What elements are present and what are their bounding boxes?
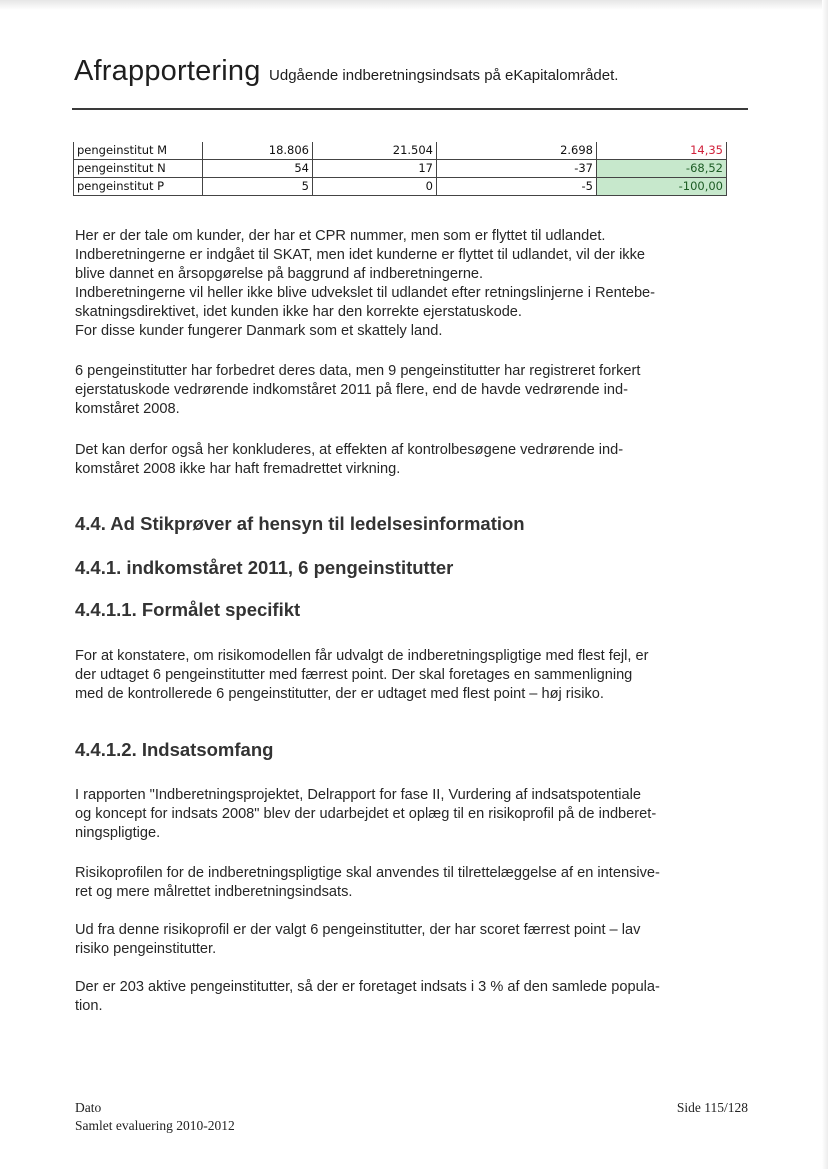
header-divider bbox=[72, 108, 748, 110]
paragraph-formaal bbox=[75, 647, 755, 704]
value-2011: 0 bbox=[313, 178, 437, 196]
text-line: ejerstatuskode vedrørende indkomståret 2011 på flere, end de havde vedrørende ind- bbox=[75, 382, 629, 398]
page-title: Afrapportering bbox=[74, 55, 261, 87]
table-row bbox=[74, 178, 727, 196]
table-row bbox=[74, 160, 727, 178]
value-2008: 5 bbox=[203, 178, 313, 196]
text-line: For at konstatere, om risikomodellen får udvalgt de indberetningspligtige med flest fejl, er bbox=[75, 648, 649, 664]
value-percent: -100,00 bbox=[597, 178, 727, 196]
value-difference: -5 bbox=[437, 178, 597, 196]
value-2011: 21.504 bbox=[313, 142, 437, 160]
text-line: ningspligtige. bbox=[75, 825, 161, 841]
text-line: skatningsdirektivet, idet kunden ikke har den korrekte ejerstatuskode. bbox=[75, 304, 522, 320]
text-line: Indberetningerne er indgået til SKAT, men idet kunderne er flyttet til udlandet, vil der ikke bbox=[75, 247, 646, 263]
text-line: blive dannet en årsopgørelse på baggrund af indberetningerne. bbox=[75, 266, 484, 282]
text-line: med de kontrollerede 6 pengeinstitutter, der er udtaget med flest point – høj risiko. bbox=[75, 686, 604, 702]
text-line: For disse kunder fungerer Danmark som et skattely land. bbox=[75, 323, 443, 339]
value-2011: 17 bbox=[313, 160, 437, 178]
text-line: Her er der tale om kunder, der har et CPR nummer, men som er flyttet til udlandet. bbox=[75, 228, 606, 244]
institution-name: pengeinstitut M bbox=[74, 142, 203, 160]
page-top-shadow bbox=[0, 0, 828, 10]
text-line: der udtaget 6 pengeinstitutter med færrest point. Der skal foretages en sammenligning bbox=[75, 667, 633, 683]
text-line: risiko pengeinstitutter. bbox=[75, 941, 217, 957]
text-line: Risikoprofilen for de indberetningspligtige skal anvendes til tilrettelæggelse af en intensive- bbox=[75, 865, 660, 881]
page-header bbox=[74, 55, 754, 88]
text-line: I rapporten "Indberetningsprojektet, Delrapport for fase II, Vurdering af indsatspotentiale bbox=[75, 787, 642, 803]
text-line: 6 pengeinstitutter har forbedret deres data, men 9 pengeinstitutter har registreret forkert bbox=[75, 363, 641, 379]
institution-name: pengeinstitut P bbox=[74, 178, 203, 196]
text-line: Indberetningerne vil heller ikke blive udvekslet til udlandet efter retningslinjerne i Rentebe- bbox=[75, 285, 656, 301]
footer-left bbox=[75, 1099, 235, 1135]
heading-4-4-1: 4.4.1. indkomståret 2011, 6 pengeinstitutter bbox=[75, 557, 454, 578]
institution-name: pengeinstitut N bbox=[74, 160, 203, 178]
heading-4-4-1-1: 4.4.1.1. Formålet specifikt bbox=[75, 599, 301, 620]
text-line: Ud fra denne risikoprofil er der valgt 6 pengeinstitutter, der har scoret færrest point – lav bbox=[75, 922, 641, 938]
table-row bbox=[74, 142, 727, 160]
paragraph-forbedret-data bbox=[75, 362, 755, 419]
paragraph-konklusion bbox=[75, 441, 755, 479]
heading-4-4-1-2: 4.4.1.2. Indsatsomfang bbox=[75, 739, 274, 760]
value-percent: -68,52 bbox=[597, 160, 727, 178]
page-number: Side 115/128 bbox=[676, 1100, 748, 1115]
paragraph-udvalg bbox=[75, 921, 755, 959]
paragraph-population bbox=[75, 978, 755, 1016]
value-2008: 54 bbox=[203, 160, 313, 178]
text-line: komståret 2008 ikke har haft fremadrettet virkning. bbox=[75, 461, 401, 477]
paragraph-rapporten bbox=[75, 786, 755, 843]
value-percent: 14,35 bbox=[597, 142, 727, 160]
text-line: Det kan derfor også her konkluderes, at effekten af kontrolbesøgene vedrørende ind- bbox=[75, 442, 624, 458]
text-line: Der er 203 aktive pengeinstitutter, så der er foretaget indsats i 3 % af den samlede popula- bbox=[75, 979, 660, 995]
page-right-shadow bbox=[822, 0, 828, 1169]
value-2008: 18.806 bbox=[203, 142, 313, 160]
footer-document-name: Samlet evaluering 2010-2012 bbox=[75, 1118, 235, 1133]
text-line: tion. bbox=[75, 998, 103, 1014]
footer-date-label: Dato bbox=[75, 1100, 102, 1115]
text-line: komståret 2008. bbox=[75, 401, 180, 417]
value-difference: -37 bbox=[437, 160, 597, 178]
page-subtitle: Udgående indberetningsindsats på eKapitalområdet. bbox=[269, 67, 619, 84]
value-difference: 2.698 bbox=[437, 142, 597, 160]
results-table bbox=[73, 142, 727, 196]
text-line: og koncept for indsats 2008" blev der udarbejdet et oplæg til en risikoprofil på de indberet- bbox=[75, 806, 657, 822]
paragraph-risikoprofil bbox=[75, 864, 755, 902]
text-line: ret og mere målrettet indberetningsindsats. bbox=[75, 884, 353, 900]
paragraph-cpr-kunder bbox=[75, 227, 755, 341]
heading-4-4: 4.4. Ad Stikprøver af hensyn til ledelsesinformation bbox=[75, 513, 525, 534]
